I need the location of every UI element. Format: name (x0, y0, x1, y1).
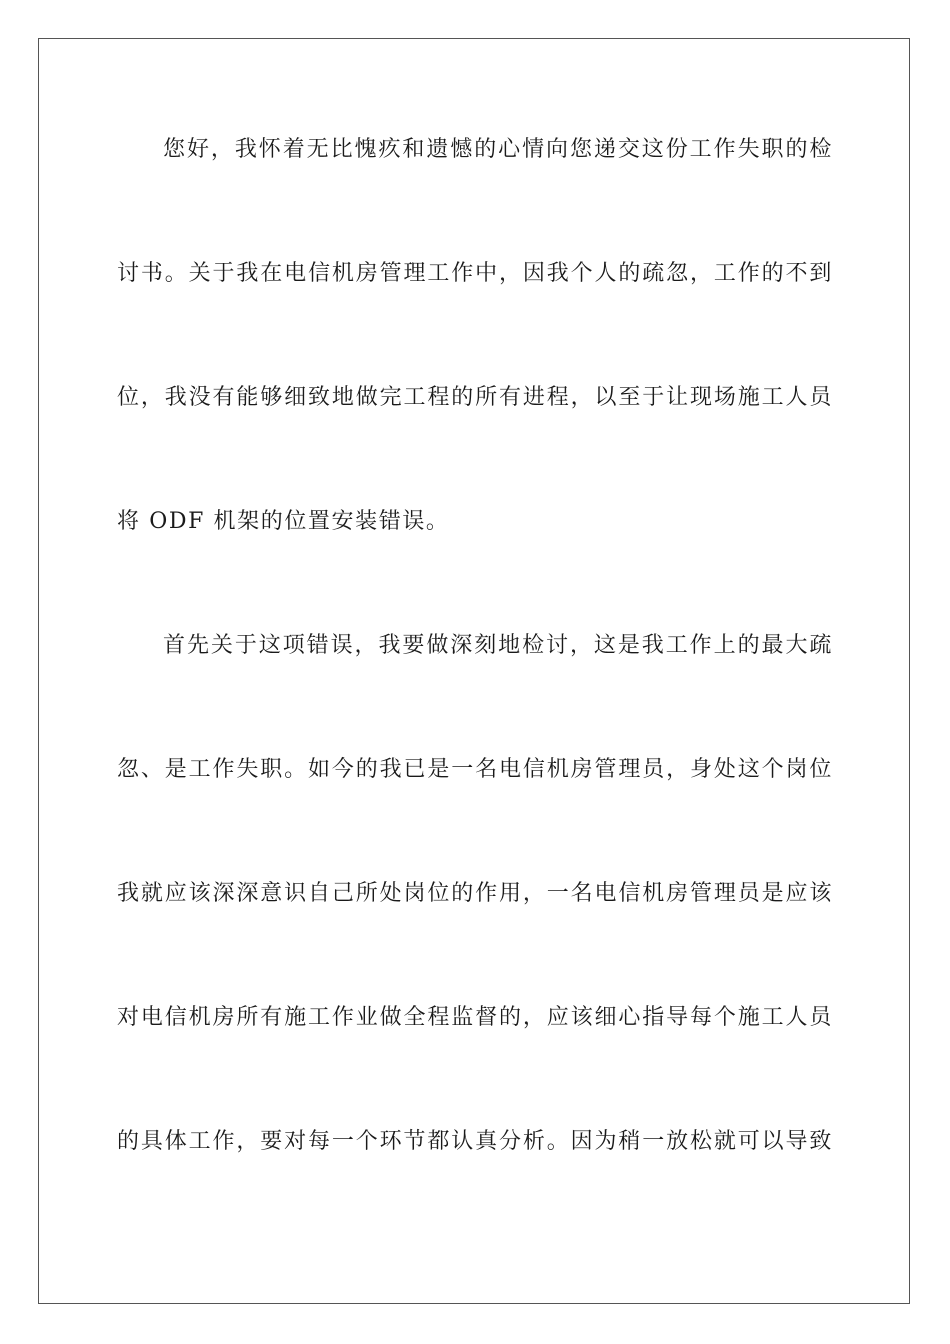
paragraph-2-line-3: 我就应该深深意识自己所处岗位的作用，一名电信机房管理员是应该 (117, 881, 833, 906)
paragraph-1-line-4: 将 ODF 机架的位置安装错误。 (117, 509, 450, 534)
paragraph-2-line-2: 忽、是工作失职。如今的我已是一名电信机房管理员，身处这个岗位 (117, 757, 833, 782)
paragraph-2-line-4: 对电信机房所有施工作业做全程监督的，应该细心指导每个施工人员 (117, 1005, 833, 1030)
paragraph-2-line-5: 的具体工作，要对每一个环节都认真分析。因为稍一放松就可以导致 (117, 1129, 833, 1154)
paragraph-2-line-1: 首先关于这项错误，我要做深刻地检讨，这是我工作上的最大疏 (163, 633, 833, 658)
paragraph-1-line-2: 讨书。关于我在电信机房管理工作中，因我个人的疏忽，工作的不到 (117, 261, 833, 286)
page-border (38, 38, 910, 1304)
paragraph-1-line-1: 您好，我怀着无比愧疚和遗憾的心情向您递交这份工作失职的检 (163, 137, 833, 162)
paragraph-1-line-3: 位，我没有能够细致地做完工程的所有进程，以至于让现场施工人员 (117, 385, 833, 410)
